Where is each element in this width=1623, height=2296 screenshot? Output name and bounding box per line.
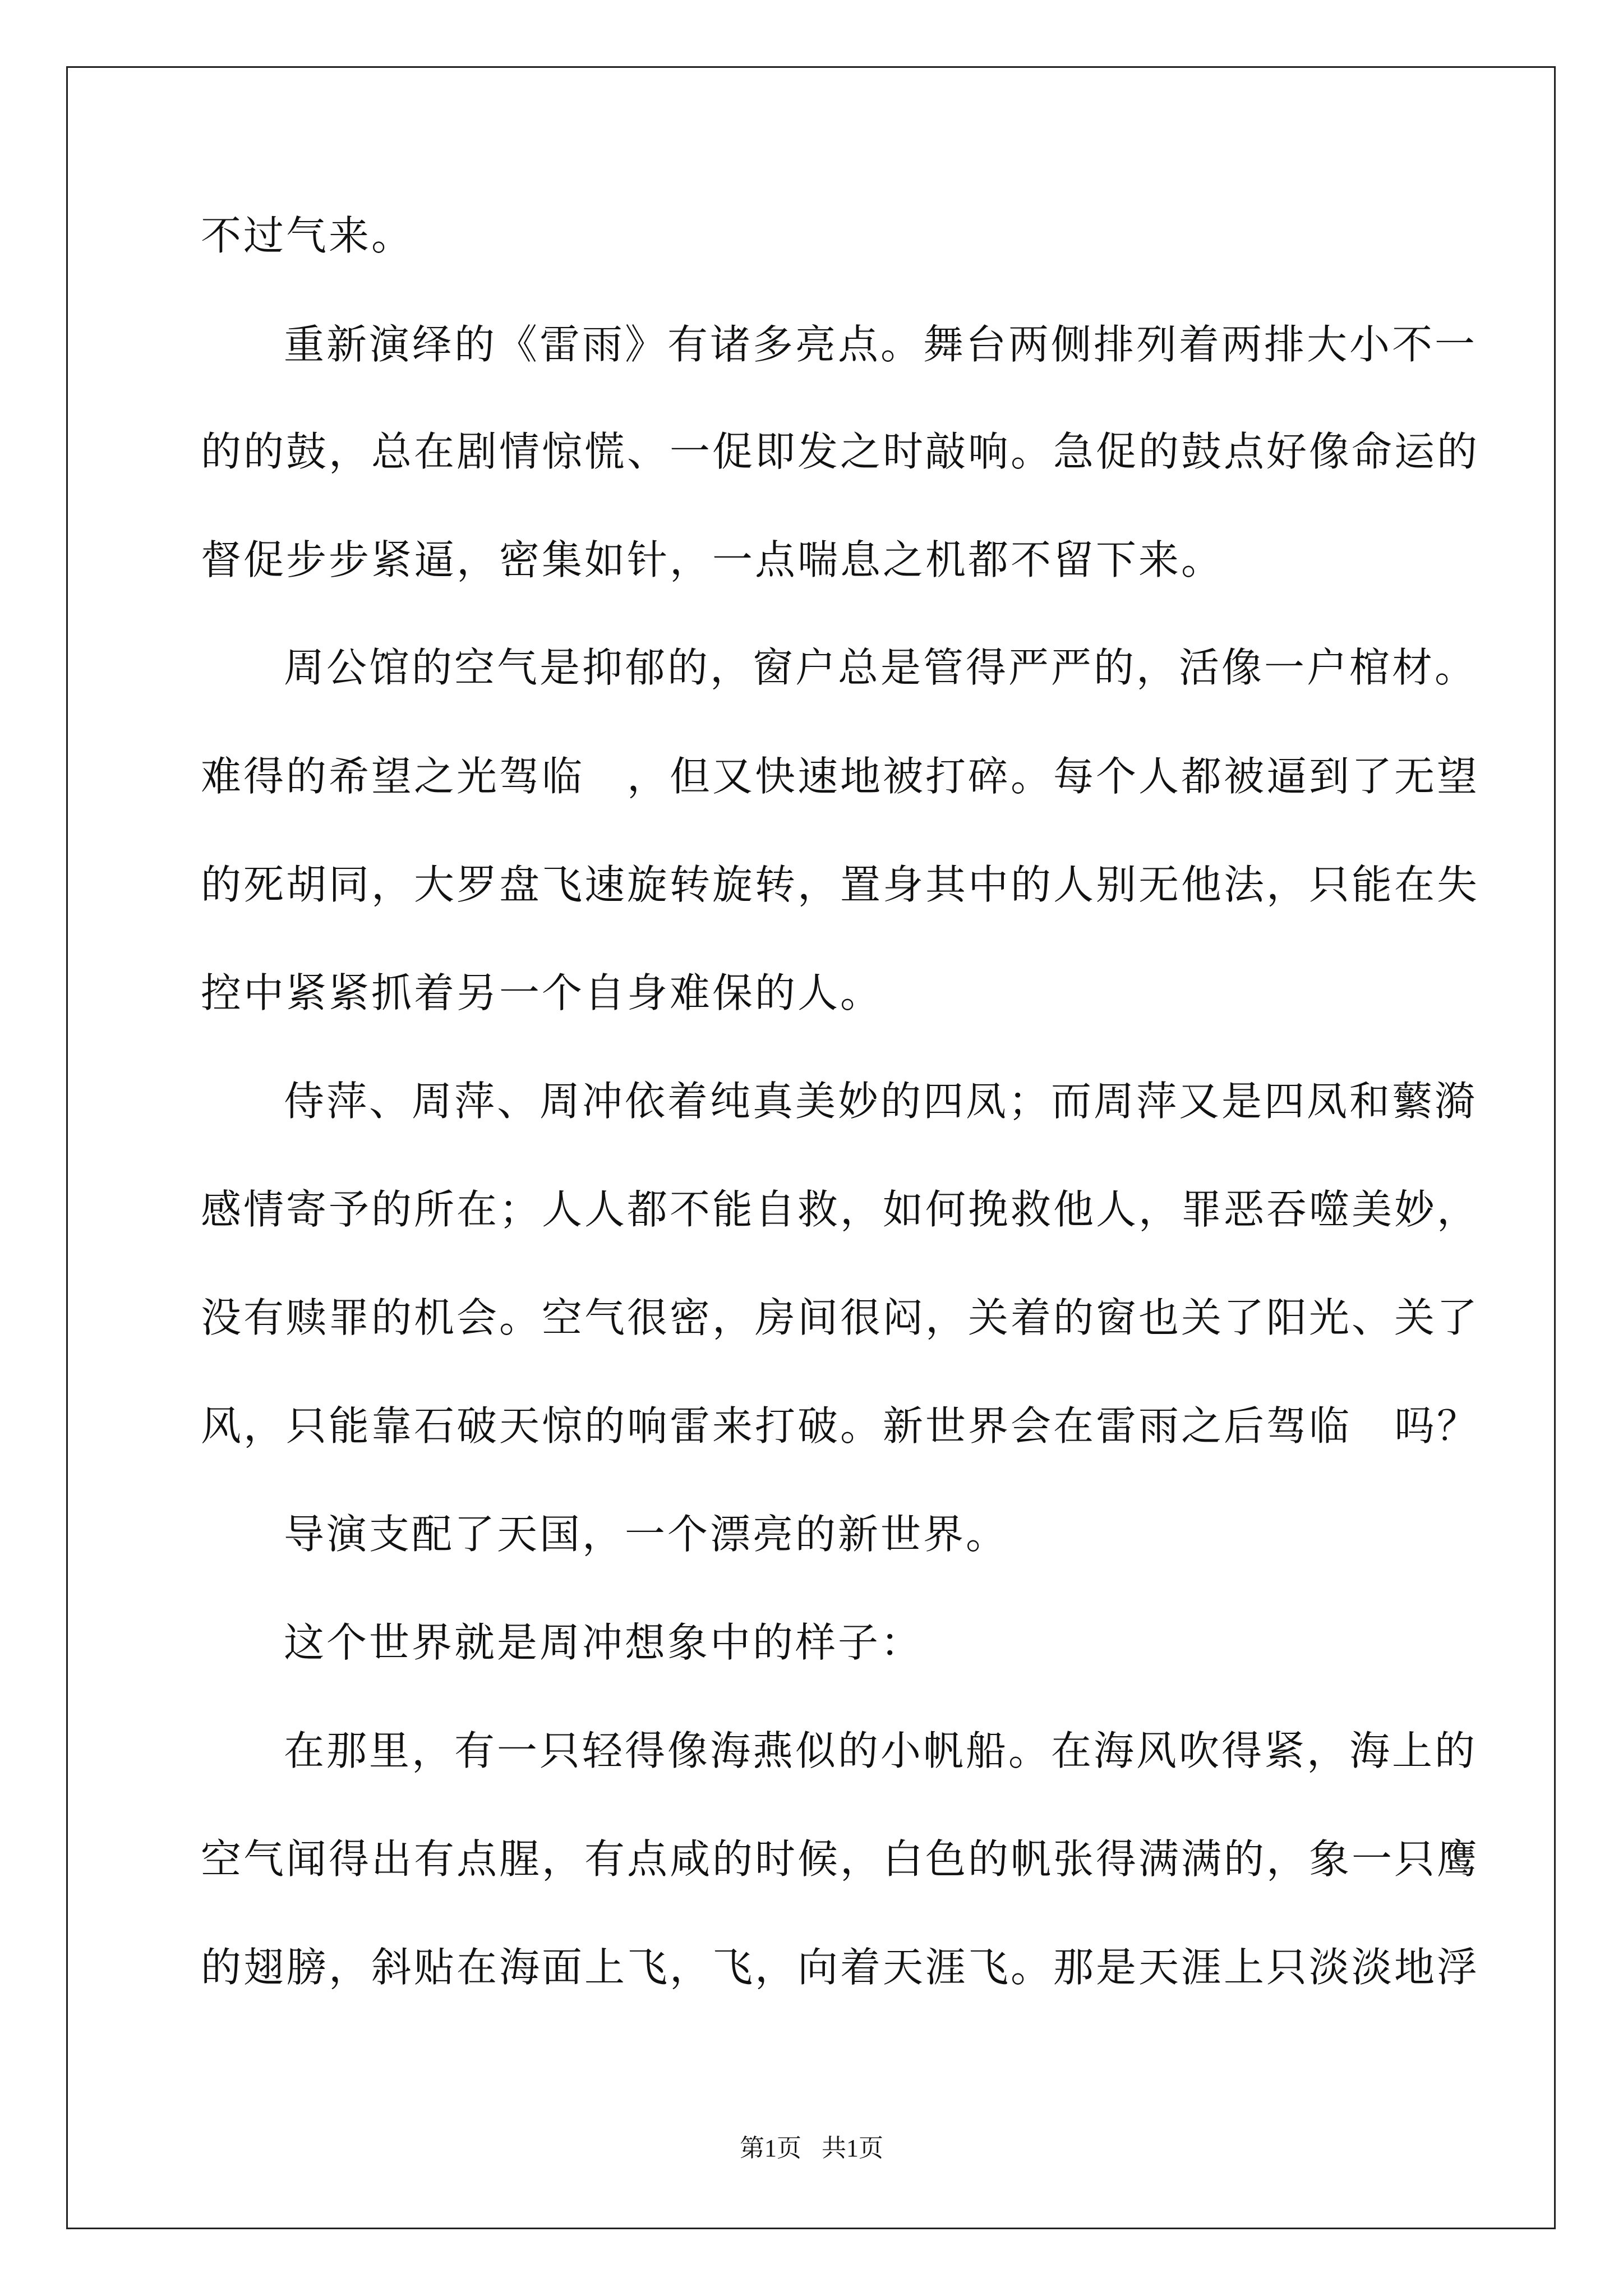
paragraph-start-line: 侍萍、周萍、周冲依着纯真美妙的四凤；而周萍又是四凤和蘩漪 [284, 1078, 1478, 1125]
paragraph-start-line: 导演支配了天国，一个漂亮的新世界。 [284, 1511, 1009, 1558]
paragraph-start-line: 重新演绎的《雷雨》有诸多亮点。舞台两侧排列着两排大小不一 [284, 321, 1478, 368]
text-line: 的的鼓，总在剧情惊慌、一促即发之时敲响。急促的鼓点好像命运的 [201, 428, 1480, 475]
page-footer [0, 2132, 1623, 2165]
text-line: 的翅膀，斜贴在海面上飞，飞，向着天涯飞。那是天涯上只淡淡地浮 [201, 1944, 1480, 1991]
paragraph-start-line: 在那里，有一只轻得像海燕似的小帆船。在海风吹得紧，海上的 [284, 1727, 1478, 1774]
page-border [66, 66, 1556, 2229]
text-line: 没有赎罪的机会。空气很密，房间很闷，关着的窗也关了阳光、关了 [201, 1294, 1480, 1341]
page-number: 第1页 [740, 2134, 801, 2162]
text-line: 感情寄予的所在；人人都不能自救，如何挽救他人，罪恶吞噬美妙， [201, 1186, 1480, 1233]
page-total: 共1页 [822, 2134, 883, 2162]
paragraph-start-line: 这个世界就是周冲想象中的样子： [284, 1619, 924, 1666]
text-line: 督促步步紧逼，密集如针，一点喘息之机都不留下来。 [201, 536, 1224, 583]
text-line: 控中紧紧抓着另一个自身难保的人。 [201, 969, 883, 1016]
text-line: 的死胡同，大罗盘飞速旋转旋转，置身其中的人别无他法，只能在失 [201, 861, 1480, 908]
text-line: 空气闻得出有点腥，有点咸的时候，白色的帆张得满满的，象一只鹰 [201, 1835, 1480, 1883]
paragraph-start-line: 周公馆的空气是抑郁的，窗户总是管得严严的，活像一户棺材。 [284, 644, 1478, 691]
text-line: 不过气来。 [201, 212, 414, 259]
text-line: 风，只能靠石破天惊的响雷来打破。新世界会在雷雨之后驾临 吗？ [201, 1402, 1480, 1450]
text-line: 难得的希望之光驾临 ，但又快速地被打碎。每个人都被逼到了无望 [201, 753, 1480, 800]
